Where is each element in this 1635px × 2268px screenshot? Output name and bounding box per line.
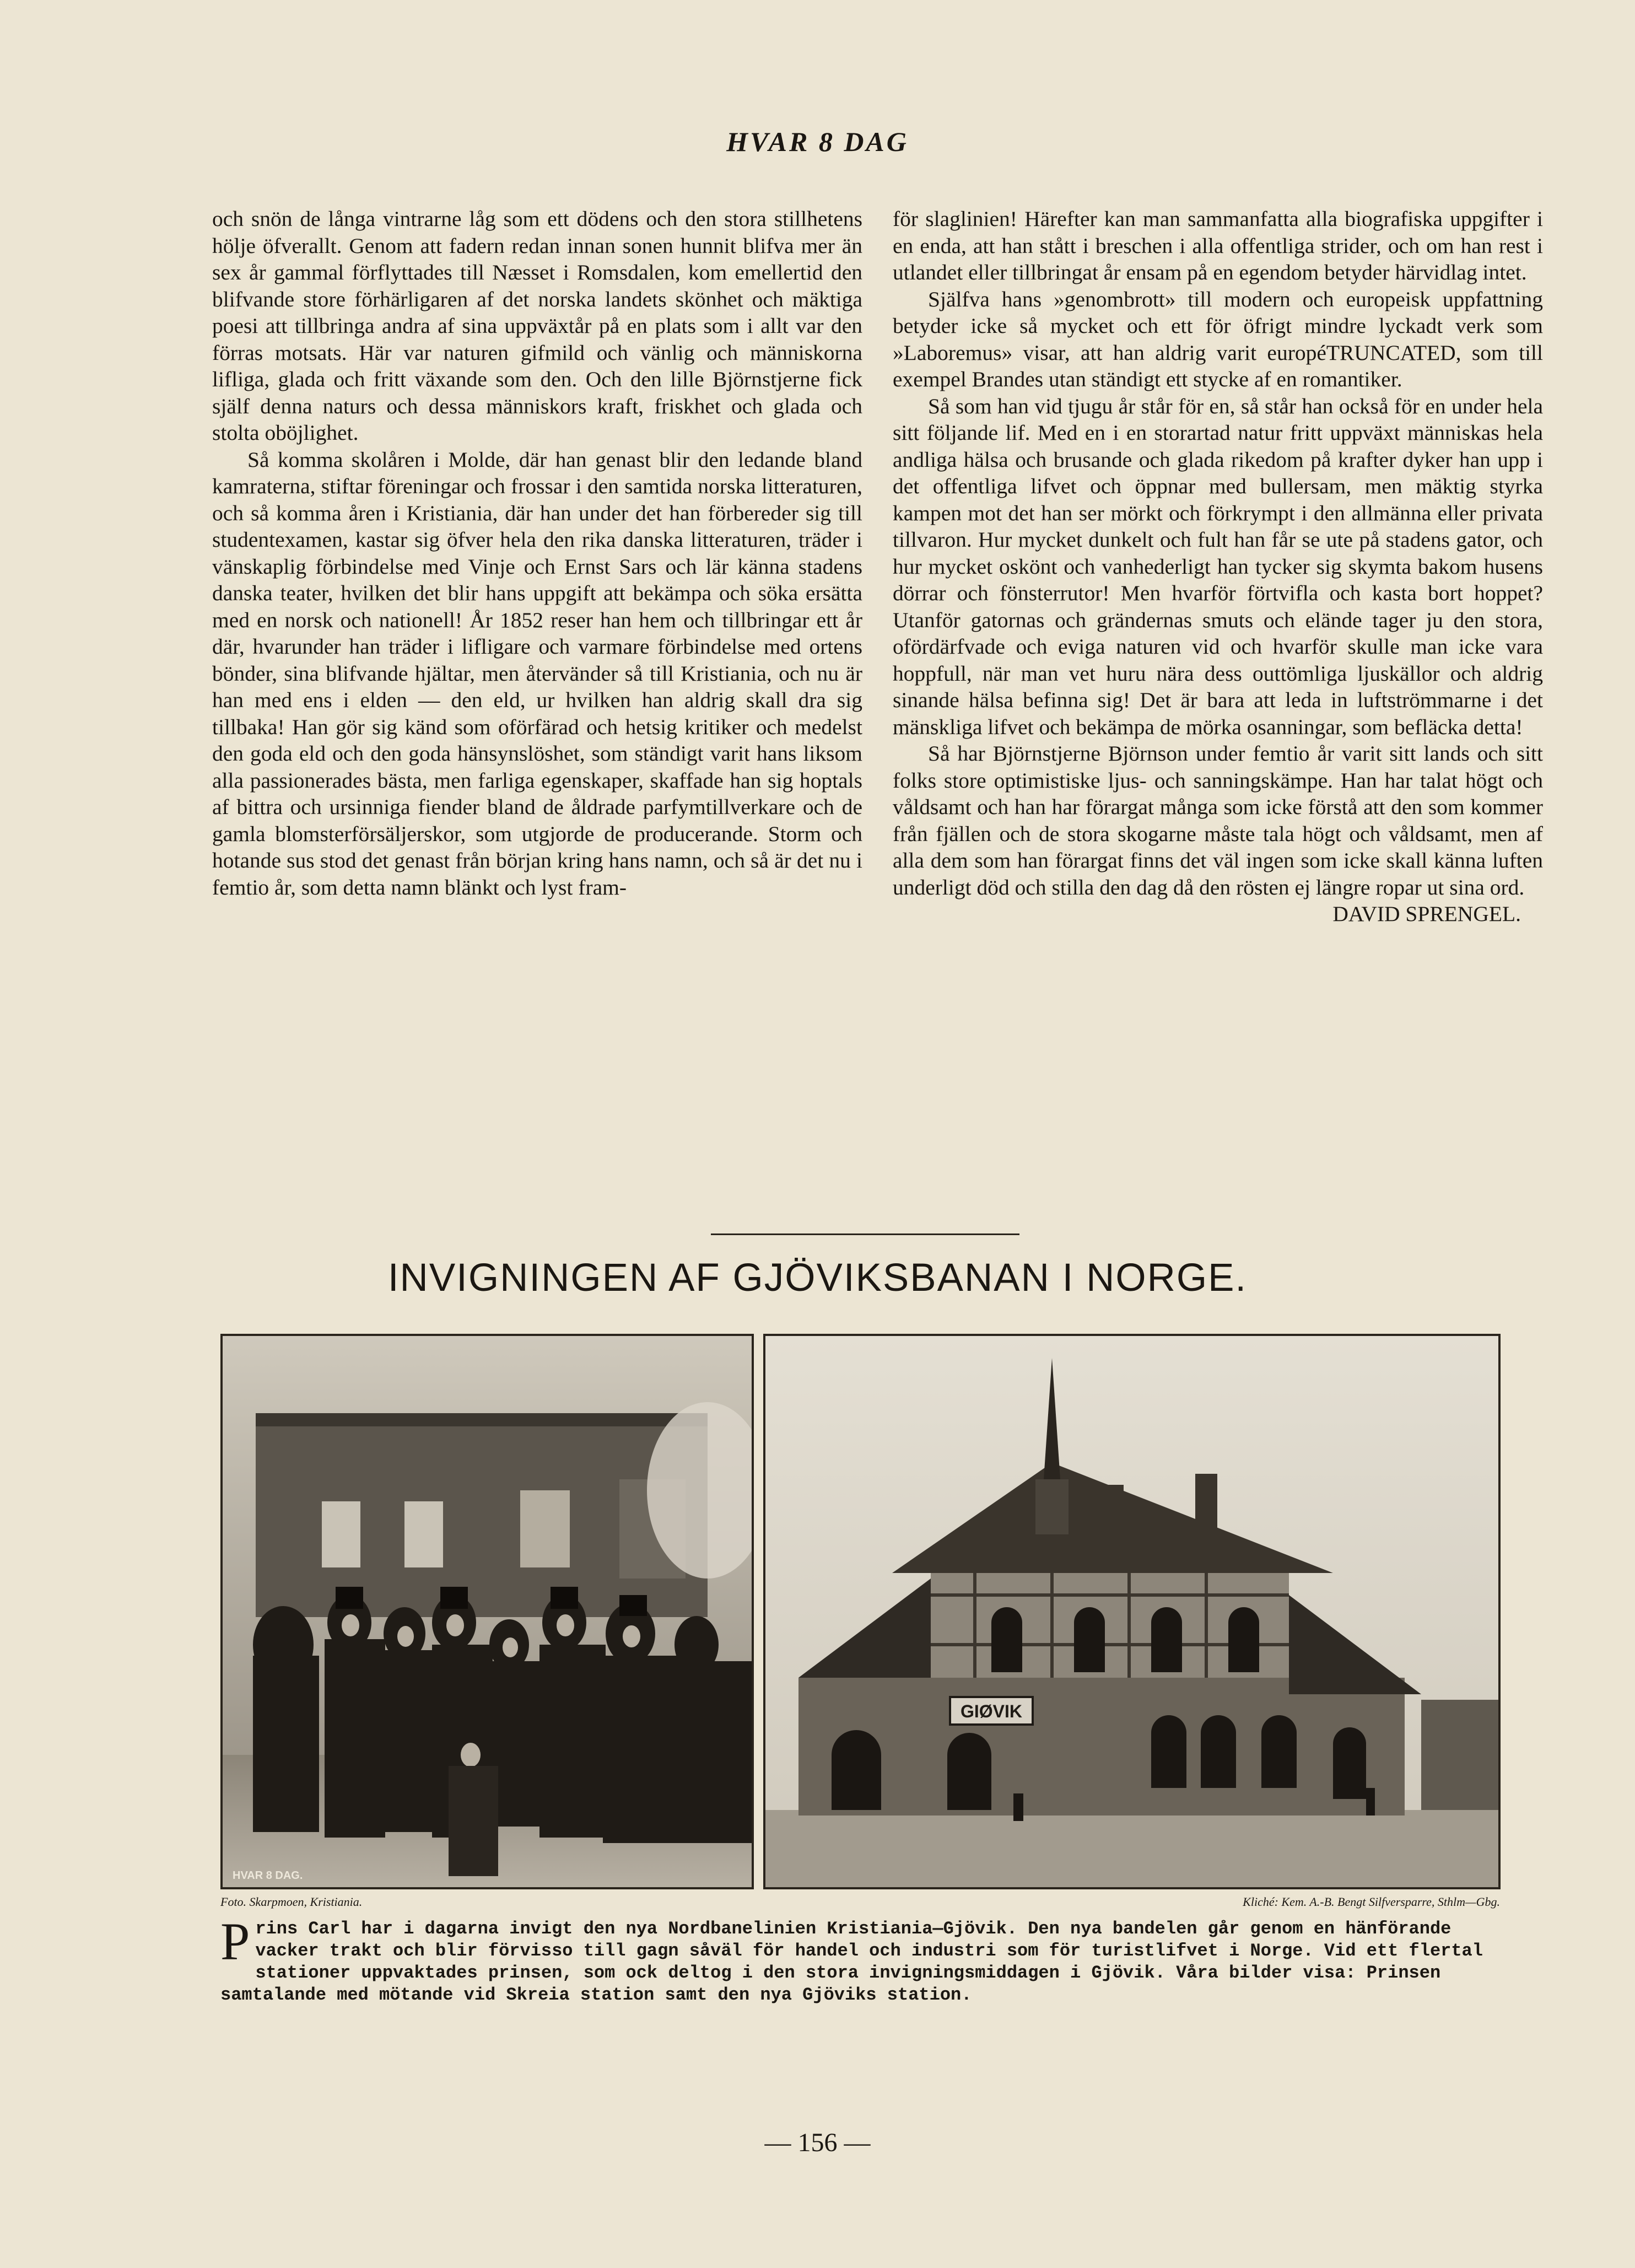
photo-caption [220, 1912, 1504, 2006]
article-paragraph: Så som han vid tjugu år står för en, så står han också för en under hela sitt följande lif. Med en i en storartad natur fritt uppväxt människas hela andliga hälsa och brusande och glada rikedom på krafter dyker han upp i det offentliga lifvet och öppnar med bullersam, men mäktig styrka kampen mot det han ser mörkt och förkrympt i den allmänna eller privata tillvaron. Hur mycket dunkelt och fult han får se ute på stadens gator, och hur mycket oskönt och vanhederligt han tycker sig skymta bakom husens dörrar och fönsterrutor! Men hvarför förtvifla och kasta bort hoppet? Utanför gatornas och grändernas smuts och elände tager ju den stora, ofördärfvade och eviga naturen vid och hvarför skulle man icke vara hoppfull, när man vet huru nära dess outtömliga ljuskällor och aldrig sinande hälsa befinna sig! Det är bara att leda in luftströmmarne i det mänskliga lifvet och bekämpa de mörka osanningar, som befläcka detta! [893, 394, 1543, 739]
article-paragraph: för slaglinien! Härefter kan man sammanfatta alla biografiska uppgifter i en enda, att han stått i breschen i alla offentliga strider, och om han rest i utlandet eller tillbringat år ensam på en egendom betyder härvidlag intet. [893, 207, 1543, 284]
article-paragraph: och snön de långa vintrarne låg som ett dödens och den stora stillhetens hölje öfverallt. Genom att fadern redan innan sonen hunnit blifva mer än sex år gammal förflyttades till Næsset i Romsdalen, kom emellertid den blifvande store förhärligaren af det norska landets skönhet och mäktiga poesi att tillbringa andra af sina uppväxtår på en plats som i allt var den förras motsats. Här var naturen gifmild och vänlig och människorna lifliga, glada och fritt växande som den. Och den lille Björnstjerne fick själf denna naturs och dessa människors kraft, friskhet och glada och stolta oböjlighet. [212, 207, 862, 445]
page-number: — 156 — [764, 2128, 871, 2157]
author-signature: DAVID SPRENGEL. [1332, 902, 1521, 926]
article-column-left [212, 206, 862, 1214]
caption-text: rins Carl har i dagarna invigt den nya Nordbanelinien Kristiania—Gjövik. Den nya bandelen går genom en hänförande vacker trakt och blir förvisso till gagn såväl för handel och industri som för turistlifvet i Norge. Vid ett flertal stationer uppvaktades prinsen, som ock deltog i den stora invigningsmiddagen i Gjövik. Våra bilder visa: Prinsen samtalande med mötande vid Skreia station samt den nya Gjöviks station. [220, 1919, 1483, 2005]
caption-dropcap: P [220, 1912, 250, 1971]
article-headline: INVIGNINGEN AF GJÖVIKSBANAN I NORGE. [387, 1256, 1248, 1300]
station-building-image [765, 1336, 1498, 1887]
article-paragraph: Så har Björnstjerne Björnson under femtio år varit sitt lands och sitt folks store optimistiske ljus- och sanningskämpe. Han har talat högt och våldsamt och han har förargat många som icke förstå att den som kommer från fjällen och de stora skogarne måste tala högt och våldsamt, men af alla dem som han förargat finns det väl ingen som icke skall känna luften underligt död och stilla den dag då den rösten ej längre ropar ut sina ord. [893, 741, 1543, 899]
photo-gjovik-station [763, 1334, 1501, 1889]
photo-credit-right: Kliché: Kem. A.-B. Bengt Silfversparre, Sthlm—Gbg. [1243, 1895, 1500, 1909]
photo-watermark: HVAR 8 DAG. [233, 1870, 303, 1882]
article-paragraph: Själfva hans »genombrott» till modern och europeisk uppfattning betyder icke så mycket och ett för öfrigt mindre lyckadt verk som »Laboremus» visar, att han aldrig varit européTRUNCATED, som till exempel Brandes utan ständigt ett stycke af en romantiker. [893, 287, 1543, 391]
article-paragraph: Så komma skolåren i Molde, där han genast blir den ledande bland kamraterna, stiftar föreningar och frossar i den samtida norska litteraturen, och så komma åren i Kristiania, där han under det han förbereder sig till studentexamen, kastar sig öfver hela den rika danska litteraturen, träder i vänskaplig förbindelse med Vinje och Ernst Sars och lär känna stadens danska teater, hvilken det blir hans uppgift att bekämpa och söka ersätta med en norsk och nationell! År 1852 reser han hem och tillbringar ett år där, hvarunder han träder i lifligare och varmare förbindelse med ortens bönder, sina blifvande hjältar, men återvänder så till Kristiania, och nu är han med ens i elden — den eld, ur hvilken han aldrig skall dra sig tillbaka! Han gör sig känd som oförfärad och hetsig kritiker och medelst den goda eld och den goda hänsynslöshet, som ständigt varit hans liksom alla passionerades bästa, men farliga egenskaper, skaffade han sig hoptals af bittra och ursinniga fiender bland de åldrade parfymtillverkare och de gamla blomsterförsäljerskor, som utgjorde de producerande. Storm och hotande sus stod det genast från början kring hans namn, och så är det nu i femtio år, som detta namn blänkt och lyst fram- [212, 447, 862, 899]
station-sign: GIØVIK [960, 1701, 1023, 1721]
crowd-photo-image [223, 1336, 752, 1887]
section-divider [711, 1233, 1019, 1235]
photo-prince-at-skreia-station [220, 1334, 754, 1889]
photo-credit-left: Foto. Skarpmoen, Kristiania. [220, 1895, 363, 1909]
running-head: HVAR 8 DAG [726, 126, 909, 157]
article-column-right [893, 206, 1543, 1214]
